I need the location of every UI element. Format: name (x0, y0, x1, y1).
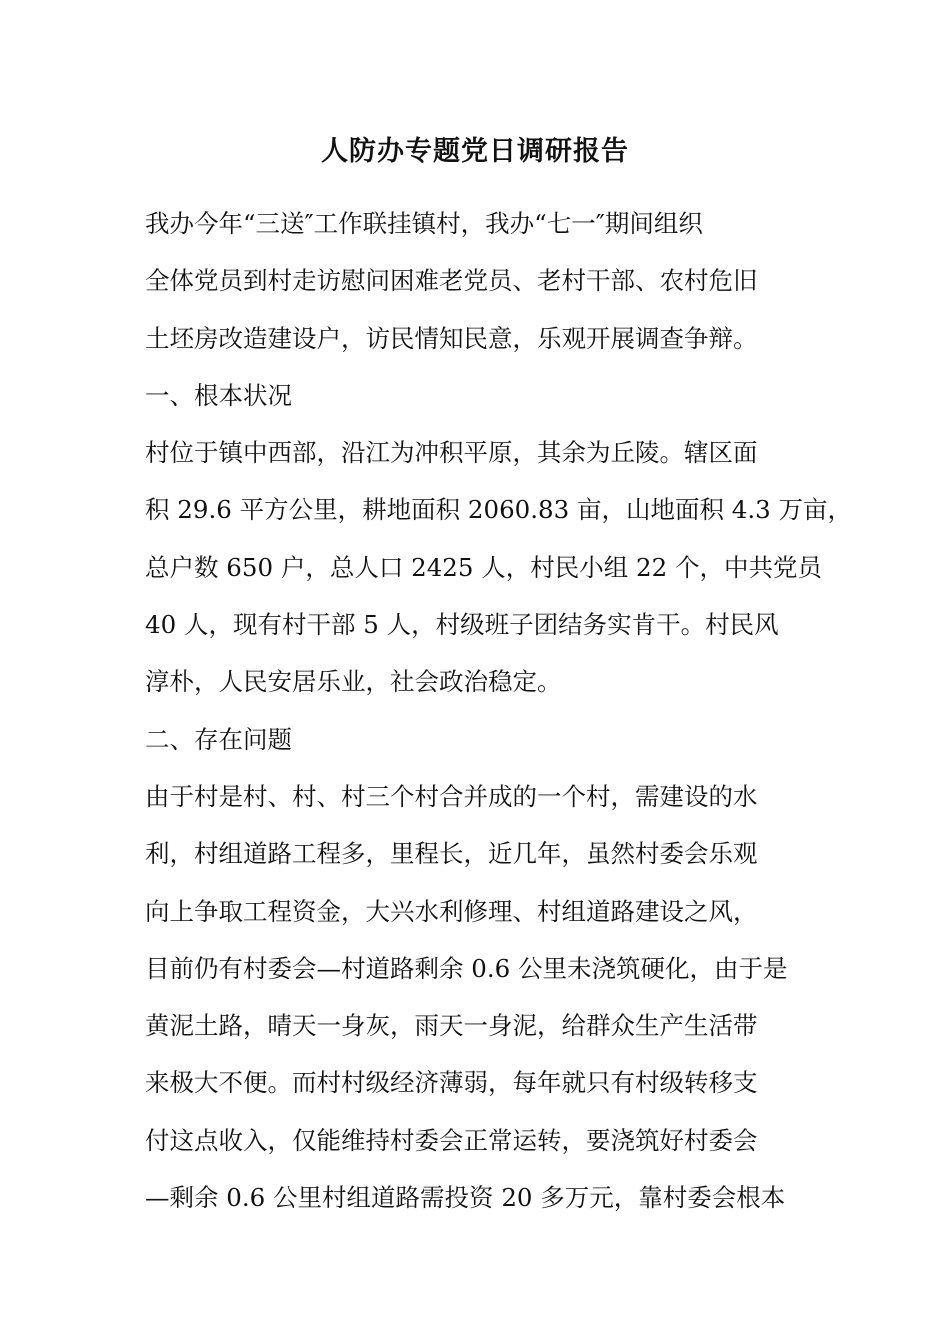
body-line: 全体党员到村走访慰问困难老党员、老村干部、农村危旧 (145, 266, 758, 296)
body-line: 目前仍有村委会—村道路剩余 0.6 公里未浇筑硬化，由于是 (145, 953, 788, 983)
body-line: 土坯房改造建设户，访民情知民意，乐观开展调查争辩。 (145, 323, 758, 353)
body-line: 我办今年“三送″工作联挂镇村，我办“七一″期间组织 (145, 209, 703, 238)
body-line: 付这点收入，仅能维持村委会正常运转，要浇筑好村委会 (145, 1125, 758, 1155)
body-line: 由于村是村、村、村三个村合并成的一个村，需建设的水 (145, 781, 758, 811)
body-line: 淳朴，人民安居乐业，社会政治稳定。 (145, 667, 562, 697)
section-heading: 二、存在问题 (145, 724, 292, 754)
body-line: 村位于镇中西部，沿江为冲积平原，其余为丘陵。辖区面 (145, 438, 758, 468)
document-title: 人防办专题党日调研报告 (321, 136, 629, 167)
document-body (145, 195, 853, 1226)
body-line: 总户数 650 户，总人口 2425 人，村民小组 22 个，中共党员 (145, 552, 823, 582)
body-line: 黄泥土路，晴天一身灰，雨天一身泥，给群众生产生活带 (145, 1011, 758, 1041)
body-line: 积 29.6 平方公里，耕地面积 2060.83 亩，山地面积 4.3 万亩， (145, 495, 853, 525)
body-line: —剩余 0.6 公里村组道路需投资 20 多万元，靠村委会根本 (145, 1183, 786, 1213)
body-line: 利，村组道路工程多，里程长，近几年，虽然村委会乐观 (145, 839, 758, 869)
section-heading: 一、根本状况 (145, 380, 292, 410)
body-line: 来极大不便。而村村级经济薄弱，每年就只有村级转移支 (145, 1068, 758, 1098)
body-line: 40 人，现有村干部 5 人，村级班子团结务实肯干。村民风 (145, 610, 779, 640)
body-line: 向上争取工程资金，大兴水利修理、村组道路建设之风， (145, 896, 758, 926)
